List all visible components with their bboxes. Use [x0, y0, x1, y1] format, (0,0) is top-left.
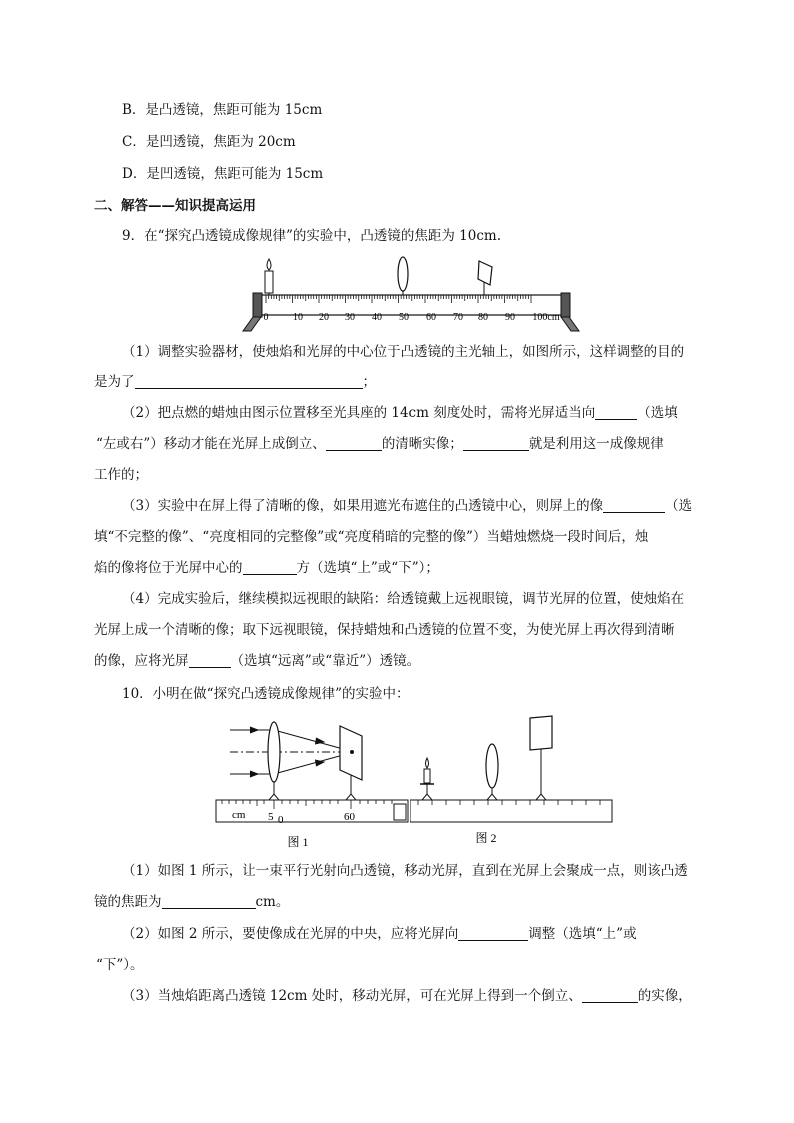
q9-part2-text-b: （选填: [637, 405, 678, 421]
fig1-mark-60: 60: [344, 811, 355, 823]
q10-part3-text-a: （3）当烛焰距离凸透镜 12cm 处时，移动光屏，可在光屏上得到一个倒立、: [122, 988, 582, 1004]
q10-part2-line1: [122, 925, 637, 943]
light-screen-icon: [478, 261, 492, 297]
ruler-label-30: 30: [345, 312, 355, 323]
option-d: D．是凹透镜，焦距可能为 15cm: [122, 166, 324, 182]
q9-stem: 9．在“探究凸透镜成像规律”的实验中，凸透镜的焦距为 10cm.: [122, 228, 502, 244]
q9-part2-line3: 工作的；: [94, 467, 148, 483]
fig1-mark-50: 5: [268, 811, 274, 823]
q10-figure-2: [410, 712, 615, 852]
q10-stem: 10．小明在做“探究凸透镜成像规律”的实验中：: [122, 686, 410, 702]
q9-answer-blank-4[interactable]: [463, 436, 529, 451]
fig2-light-screen-icon: [530, 716, 552, 800]
q9-part3-text-a: （3）实验中在屏上得了清晰的像，如果用遮光布遮住的凸透镜中心，则屏上的像: [122, 498, 604, 514]
fig2-convex-lens-icon: [486, 744, 498, 800]
q9-optical-bench-figure: [240, 255, 580, 335]
q9-answer-blank-6[interactable]: [243, 560, 297, 575]
q9-answer-blank-3[interactable]: [326, 436, 382, 451]
q10-figure-1: [212, 712, 412, 852]
fig2-caption: 图 2: [475, 831, 497, 845]
fig1-caption: 图 1: [287, 835, 309, 849]
q10-part2-text-b: 调整（选填“上”或: [528, 926, 637, 942]
q10-answer-blank-1[interactable]: [162, 894, 256, 909]
q9-part1-text: 是为了: [94, 374, 135, 390]
ruler-label-10: 10: [293, 312, 303, 323]
fig1-light-screen-icon: [340, 726, 362, 800]
bench-left-stand: [243, 293, 262, 331]
q10-part2-line2: “下”）。: [96, 957, 144, 973]
parallel-light-rays: [230, 727, 354, 777]
q9-part4-text-d: （选填“远离”或“靠近”）透镜。: [230, 653, 421, 669]
q9-part4-line1: （4）完成实验后，继续模拟远视眼的缺陷：给透镜戴上远视眼镜，调节光屏的位置，使烛焰在: [122, 591, 685, 607]
q10-part2-text-a: （2）如图 2 所示，要使像成在光屏的中央，应将光屏向: [122, 926, 459, 942]
ruler-label-70: 70: [453, 312, 463, 323]
fig1-unit-label: cm: [232, 809, 246, 821]
q10-part3-line1: [122, 987, 692, 1005]
q10-part3-text-b: 的实像，: [637, 988, 692, 1004]
bench-right-stand: [561, 293, 579, 331]
q10-part1-line2: [94, 893, 289, 911]
q9-answer-blank-1[interactable]: [135, 374, 363, 389]
option-b: B．是凸透镜，焦距可能为 15cm: [122, 102, 323, 118]
ruler-label-0: 0: [263, 312, 269, 323]
fig2-candle-icon: [420, 758, 434, 800]
ruler-label-40: 40: [372, 312, 382, 323]
ruler-label-80: 80: [478, 312, 488, 323]
q9-part1-line1: （1）调整实验器材，使烛焰和光屏的中心位于凸透镜的主光轴上，如图所示，这样调整的目的: [122, 344, 685, 360]
fig1-ruler: [216, 800, 408, 826]
q9-part1-end: ；: [362, 374, 376, 390]
q9-part4-text-c: 的像，应将光屏: [94, 653, 189, 669]
fig1-convex-lens-icon: [268, 722, 280, 782]
ruler-label-90: 90: [505, 312, 515, 323]
q10-answer-blank-2[interactable]: [458, 926, 528, 941]
q10-part1-line1: （1）如图 1 所示，让一束平行光射向凸透镜，移动光屏，直到在光屏上会聚成一点，则该凸透: [122, 863, 688, 879]
q9-part4-line2: 光屏上成一个清晰的像；取下远视眼镜，保持蜡烛和凸透镜的位置不变，为使光屏上再次得到清晰: [94, 622, 675, 638]
fig1-mark-50-zero: 0: [278, 814, 284, 826]
q9-part3-line1: [122, 497, 692, 515]
ruler-label-60: 60: [426, 312, 436, 323]
q9-part3-line3: [94, 559, 439, 577]
q9-part2-text-a: （2）把点燃的蜡烛由图示位置移至光具座的 14cm 刻度处时，需将光屏适当向: [122, 405, 596, 421]
section-heading: 二、解答——知识提高运用: [94, 198, 256, 214]
q9-part2-line1: [122, 404, 678, 422]
optical-bench-ruler: [260, 295, 562, 323]
ruler-label-100cm: 100cm: [532, 312, 560, 323]
q9-part2-text-d: 的清晰实像；: [381, 436, 463, 452]
q9-part2-line2: [96, 435, 664, 453]
q9-answer-blank-2[interactable]: [595, 405, 637, 420]
q9-answer-blank-7[interactable]: [189, 653, 231, 668]
q9-part1-line2: [94, 373, 376, 391]
option-c: C．是凹透镜，焦距为 20cm: [122, 134, 296, 150]
q9-part4-line3: [94, 652, 420, 670]
q9-part2-text-c: “左或右”）移动才能在光屏上成倒立、: [96, 436, 326, 452]
q9-answer-blank-5[interactable]: [603, 498, 665, 513]
convex-lens-icon: [398, 257, 408, 291]
fig2-ruler: [410, 800, 612, 822]
q9-part3-text-e: 方（选填“上”或“下”）；: [296, 560, 439, 576]
q10-answer-blank-3[interactable]: [582, 988, 638, 1003]
q9-part3-line2: 填“不完整的像”、“亮度相同的完整像”或“亮度稍暗的完整的像”）当蜡烛燃烧一段时间后，烛: [94, 529, 649, 545]
q10-part1-text-b: 镜的焦距为: [94, 894, 162, 910]
ruler-label-50: 50: [399, 312, 409, 323]
q9-part2-text-e: 就是利用这一成像规律: [528, 436, 664, 452]
q9-part3-text-b: （选: [665, 498, 693, 514]
q10-part1-text-c: cm。: [255, 894, 290, 910]
ruler-label-20: 20: [319, 312, 329, 323]
candle-icon: [265, 259, 273, 297]
q9-part3-text-d: 焰的像将位于光屏中心的: [94, 560, 243, 576]
